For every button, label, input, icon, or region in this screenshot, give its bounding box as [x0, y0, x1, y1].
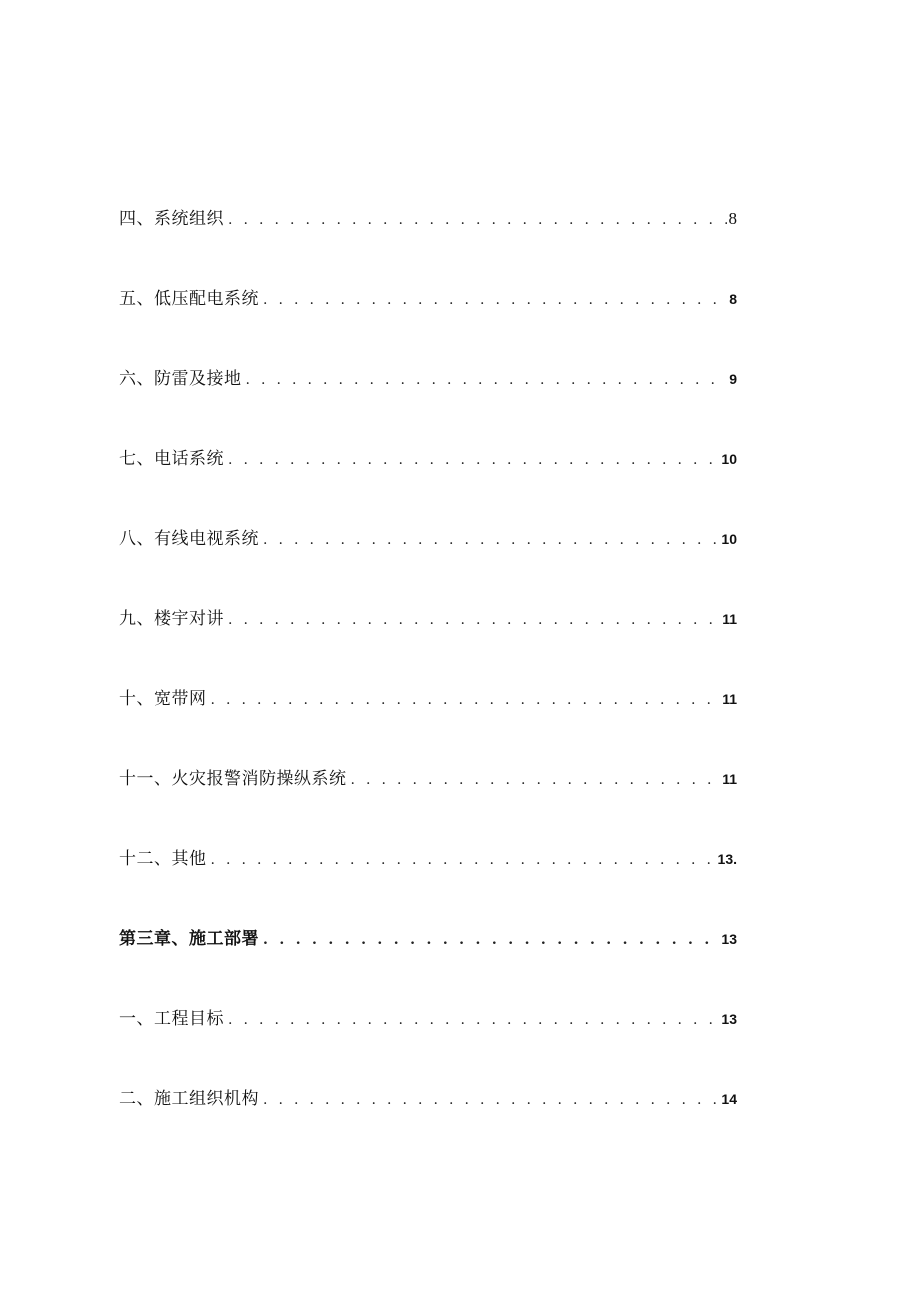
toc-entry-page-number: 11 — [722, 771, 737, 787]
toc-dot-leader — [263, 286, 727, 314]
toc-entry-title: 十、宽带网 — [119, 689, 207, 709]
toc-entry-title: 八、有线电视系统 — [119, 529, 259, 549]
toc-entry-page-number: 11 — [722, 611, 737, 627]
toc-dot-leader — [351, 766, 721, 794]
toc-dot-leader — [228, 606, 720, 634]
toc-entry-title: 四、系统组织 — [119, 209, 224, 229]
toc-entry-page-number: 8 — [728, 209, 737, 228]
toc-entry-cable-tv-system[interactable] — [119, 525, 737, 605]
toc-entry-page-number: 9 — [729, 371, 737, 387]
toc-entry-broadband-network[interactable] — [119, 685, 737, 765]
toc-entry-page-number: 13 — [721, 931, 737, 947]
toc-entry-title: 一、工程目标 — [119, 1009, 224, 1029]
toc-dot-leader — [228, 206, 727, 234]
toc-entry-chapter-three-deployment[interactable] — [119, 925, 737, 1005]
toc-entry-system-organization[interactable] — [119, 205, 737, 285]
toc-entry-fire-alarm-control[interactable] — [119, 765, 737, 845]
toc-dot-leader — [246, 366, 728, 394]
toc-entry-page-number: 8 — [729, 291, 737, 307]
toc-dot-leader — [228, 1006, 719, 1034]
toc-entry-other[interactable] — [119, 845, 737, 925]
toc-dot-leader — [211, 846, 716, 874]
toc-entry-low-voltage-distribution[interactable] — [119, 285, 737, 365]
toc-entry-page-number: 11 — [722, 691, 737, 707]
toc-entry-page-number: 13 — [721, 1011, 737, 1027]
toc-entry-title: 十二、其他 — [119, 849, 207, 869]
toc-entry-lightning-grounding[interactable] — [119, 365, 737, 445]
toc-entry-page-number: 10 — [721, 451, 737, 467]
toc-entry-title: 九、楼宇对讲 — [119, 609, 224, 629]
toc-entry-title: 十一、火灾报警消防操纵系统 — [119, 769, 347, 789]
toc-entry-title: 五、低压配电系统 — [119, 289, 259, 309]
toc-dot-leader — [263, 526, 719, 554]
toc-entry-page-number: 14 — [721, 1091, 737, 1107]
table-of-contents — [119, 205, 737, 1165]
toc-entry-title: 六、防雷及接地 — [119, 369, 242, 389]
toc-entry-title: 七、电话系统 — [119, 449, 224, 469]
toc-dot-leader — [263, 926, 719, 954]
toc-entry-page-number: 13. — [717, 851, 737, 867]
toc-entry-telephone-system[interactable] — [119, 445, 737, 525]
toc-entry-page-number: 10 — [721, 531, 737, 547]
toc-entry-project-goals[interactable] — [119, 1005, 737, 1085]
toc-chapter-title: 第三章、施工部署 — [119, 929, 259, 949]
toc-dot-leader — [211, 686, 721, 714]
toc-entry-building-intercom[interactable] — [119, 605, 737, 685]
toc-entry-title: 二、施工组织机构 — [119, 1089, 259, 1109]
toc-dot-leader — [263, 1086, 719, 1114]
toc-entry-construction-organization[interactable] — [119, 1085, 737, 1165]
toc-dot-leader — [228, 446, 719, 474]
